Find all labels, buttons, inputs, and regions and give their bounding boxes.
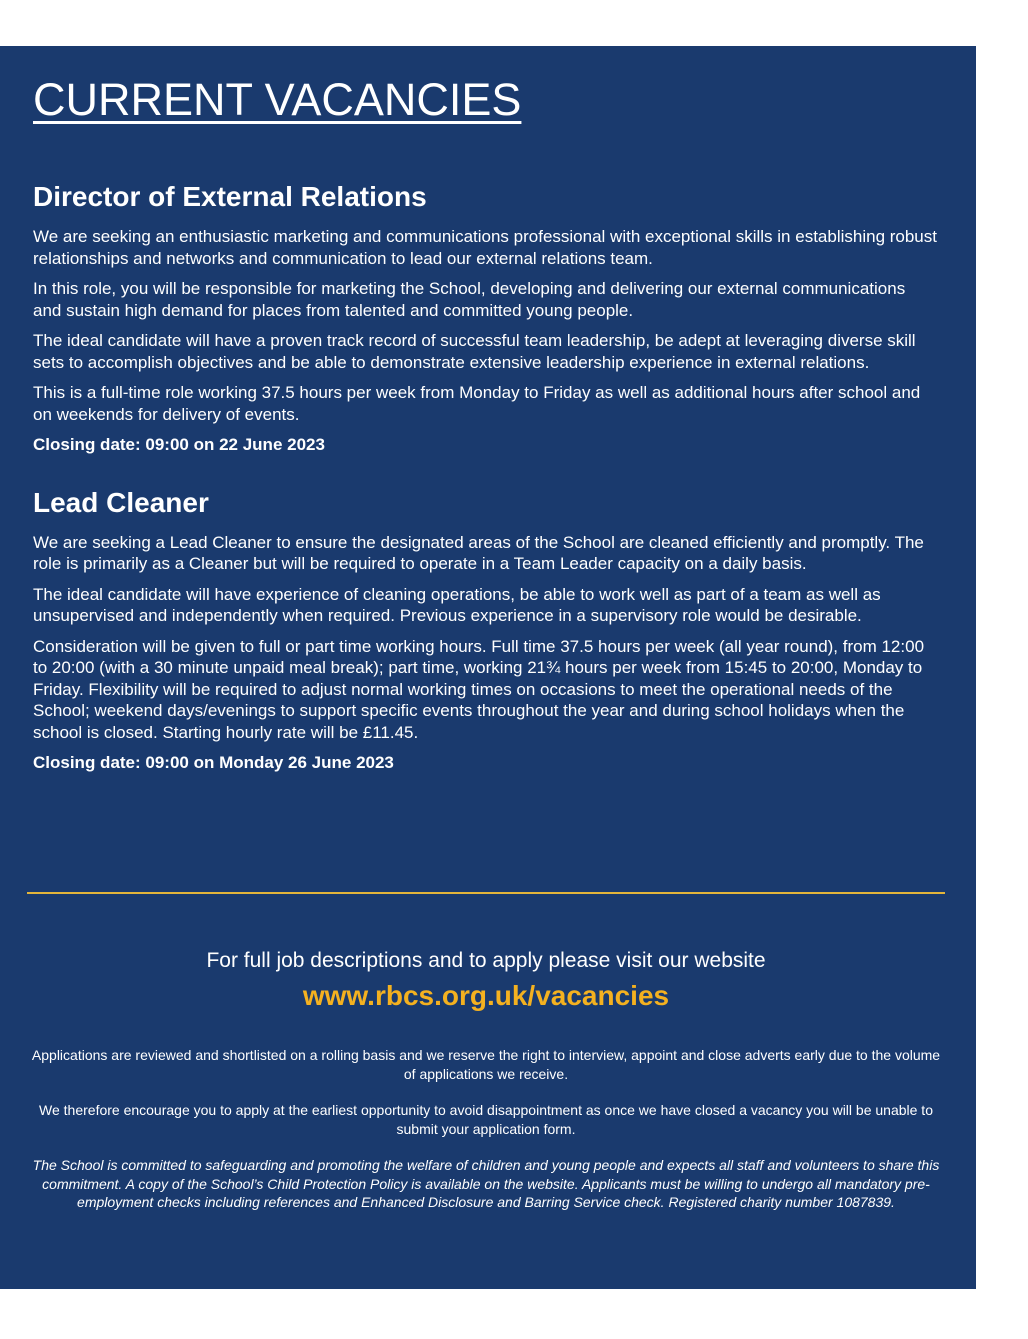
vacancies-website-link[interactable]: www.rbcs.org.uk/vacancies [302, 980, 670, 1011]
section-divider [27, 892, 945, 894]
apply-early-note: We therefore encourage you to apply at the earliest opportunity to avoid disappointment as once we have closed a vacancy you will be unable to submit your application form. [39, 1102, 933, 1137]
safeguarding-statement: The School is committed to safeguarding and promoting the welfare of children and young people and expects all staff and volunteers to share this commitment. A copy of the School’s Child Protection Policy is available on the website. Applicants must be willing to undergo all mandatory pre-employment checks including references and Enhanced Disclosure and Barring Service check. Registered charity number 1087839. [32, 1157, 940, 1210]
vacancies-panel [0, 46, 976, 1289]
page-title: CURRENT VACANCIES [33, 74, 522, 125]
closing-date: Closing date: 09:00 on Monday 26 June 2023 [33, 753, 394, 772]
job-description: The ideal candidate will have experience of cleaning operations, be able to work well as part of a team as well as unsupervised and independently when required. Previous experience in a supervisory role would be desirable. [33, 584, 881, 625]
closing-date: Closing date: 09:00 on 22 June 2023 [33, 435, 325, 454]
apply-instructions: For full job descriptions and to apply please visit our website [206, 949, 766, 972]
job-description: Consideration will be given to full or part time working hours. Full time 37.5 hours per week (all year round), from 12:00 to 20:00 (with a 30 minute unpaid meal break); part time, working 21¾ hours per week from 15:45 to 20:00, Monday to Friday. Flexibility will be required to adjust normal working times on occasions to meet the operational needs of the School; weekend days/evenings to support specific events throughout the year and during school holidays when the school is closed. Starting hourly rate will be £11.45. [33, 636, 925, 742]
job-description: In this role, you will be responsible for marketing the School, developing and delivering our external communications and sustain high demand for places from talented and committed young people. [33, 279, 906, 320]
job-title: Lead Cleaner [33, 486, 209, 518]
job-description: This is a full-time role working 37.5 hours per week from Monday to Friday as well as additional hours after school and on weekends for delivery of events. [33, 383, 921, 424]
job-description: We are seeking an enthusiastic marketing and communications professional with exceptional skills in establishing robust relationships and networks and communication to lead our external relations team. [33, 227, 937, 268]
job-director-external-relations [33, 180, 938, 456]
job-description: We are seeking a Lead Cleaner to ensure the designated areas of the School are cleaned efficiently and promptly. The role is primarily as a Cleaner but will be required to operate in a Team Leader capacity on a daily basis. [33, 532, 924, 573]
job-listings [33, 180, 938, 774]
job-title: Director of External Relations [33, 181, 427, 212]
job-description: The ideal candidate will have a proven track record of successful team leadership, be adept at leveraging diverse skill sets to accomplish objectives and be able to demonstrate extensive leadership experience in external relations. [33, 331, 916, 372]
application-footer [30, 946, 942, 1212]
job-lead-cleaner [33, 486, 938, 774]
rolling-basis-note: Applications are reviewed and shortlisted on a rolling basis and we reserve the right to interview, appoint and close adverts early due to the volume of applications we receive. [31, 1047, 941, 1082]
